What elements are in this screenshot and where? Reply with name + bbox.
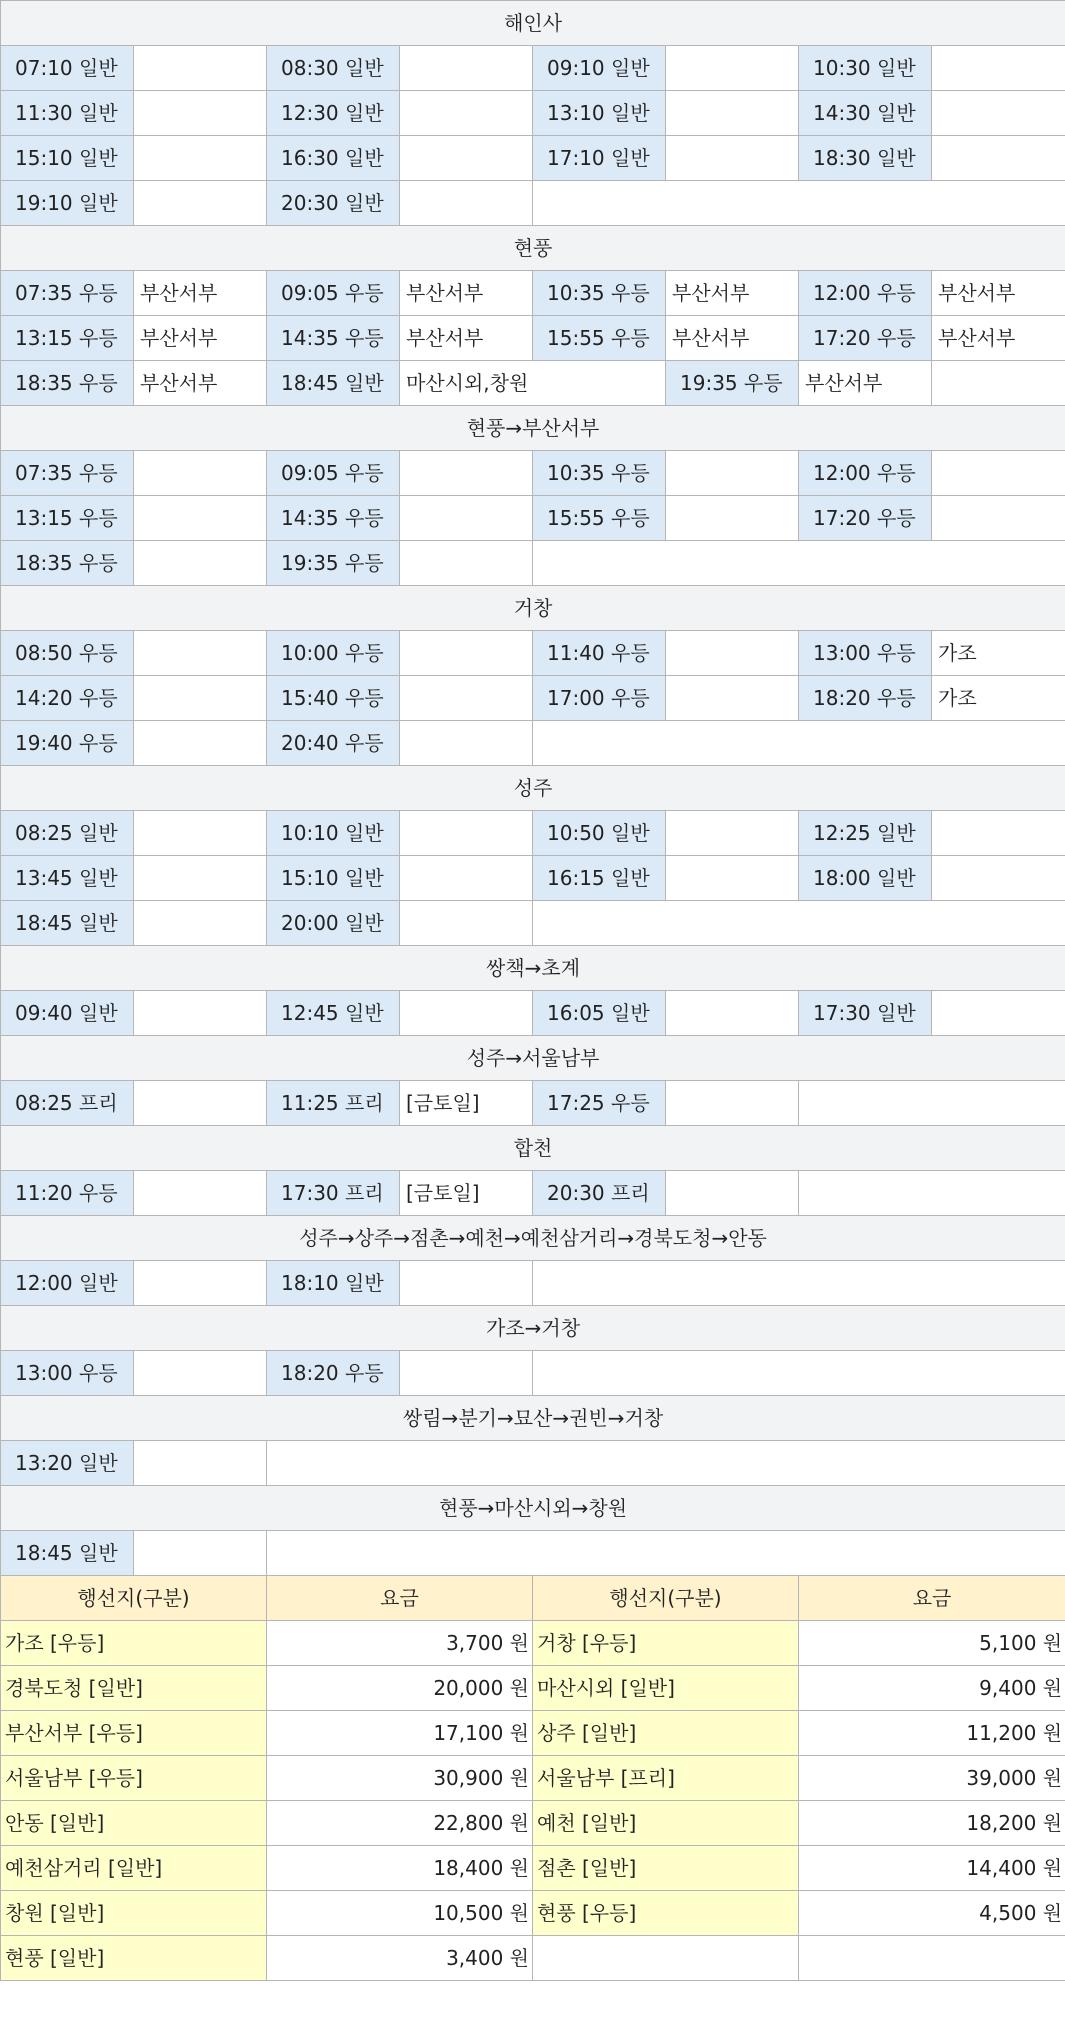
departure-time: 14:30 일반 — [799, 91, 932, 136]
fare-row — [1, 1891, 1065, 1936]
departure-time: 18:20 우등 — [799, 676, 932, 721]
fare-amount: 14,400 원 — [799, 1846, 1065, 1891]
departure-row — [1, 1261, 1065, 1306]
departure-time: 20:00 일반 — [267, 901, 400, 946]
fare-destination: 현풍 [우등] — [533, 1891, 799, 1936]
departure-note — [932, 451, 1065, 496]
departure-row — [1, 811, 1065, 856]
departure-time: 19:35 우등 — [666, 361, 799, 406]
fare-row — [1, 1756, 1065, 1801]
departure-time: 11:40 우등 — [533, 631, 666, 676]
route-title: 성주→상주→점촌→예천→예천삼거리→경북도청→안동 — [1, 1216, 1065, 1261]
fare-destination: 상주 [일반] — [533, 1711, 799, 1756]
route-title: 성주 — [1, 766, 1065, 811]
route-title: 현풍→부산서부 — [1, 406, 1065, 451]
departure-note — [400, 91, 533, 136]
departure-note — [932, 811, 1065, 856]
departure-time: 17:00 우등 — [533, 676, 666, 721]
departure-note — [400, 496, 533, 541]
departure-time: 08:50 우등 — [1, 631, 134, 676]
departure-time: 17:20 우등 — [799, 496, 932, 541]
departure-time: 18:35 우등 — [1, 361, 134, 406]
route-title: 합천 — [1, 1126, 1065, 1171]
departure-note — [134, 91, 267, 136]
fare-destination: 창원 [일반] — [1, 1891, 267, 1936]
departure-note — [400, 541, 533, 586]
fare-header-row — [1, 1576, 1065, 1621]
departure-time: 17:30 프리 — [267, 1171, 400, 1216]
departure-note — [666, 676, 799, 721]
departure-note: 부산서부 — [932, 271, 1065, 316]
departure-note — [134, 901, 267, 946]
fare-row — [1, 1621, 1065, 1666]
departure-time: 07:35 우등 — [1, 271, 134, 316]
departure-note — [400, 721, 533, 766]
departure-time: 11:20 우등 — [1, 1171, 134, 1216]
departure-time: 12:00 우등 — [799, 451, 932, 496]
departure-row — [1, 91, 1065, 136]
fare-amount: 18,200 원 — [799, 1801, 1065, 1846]
departure-time: 13:45 일반 — [1, 856, 134, 901]
fare-amount: 9,400 원 — [799, 1666, 1065, 1711]
empty-cell — [799, 1171, 1065, 1216]
fare-amount: 17,100 원 — [267, 1711, 533, 1756]
departure-time: 15:10 일반 — [267, 856, 400, 901]
departure-time: 13:20 일반 — [1, 1441, 134, 1486]
departure-time: 07:35 우등 — [1, 451, 134, 496]
fare-amount: 3,400 원 — [267, 1936, 533, 1981]
departure-time: 12:25 일반 — [799, 811, 932, 856]
route-title: 해인사 — [1, 1, 1065, 46]
departure-note — [400, 451, 533, 496]
departure-note — [932, 856, 1065, 901]
departure-time: 10:35 우등 — [533, 271, 666, 316]
departure-note — [400, 1351, 533, 1396]
departure-note — [134, 1171, 267, 1216]
departure-time: 18:30 일반 — [799, 136, 932, 181]
departure-time: 15:10 일반 — [1, 136, 134, 181]
fare-destination: 예천 [일반] — [533, 1801, 799, 1846]
departure-row — [1, 631, 1065, 676]
departure-note — [666, 1081, 799, 1126]
empty-cell — [267, 1441, 1065, 1486]
departure-note: [금토일] — [400, 1081, 533, 1126]
departure-time: 16:05 일반 — [533, 991, 666, 1036]
departure-row — [1, 46, 1065, 91]
fare-destination: 부산서부 [우등] — [1, 1711, 267, 1756]
fare-row — [1, 1711, 1065, 1756]
departure-note: 가조 — [932, 631, 1065, 676]
fare-amount: 3,700 원 — [267, 1621, 533, 1666]
departure-time: 19:10 일반 — [1, 181, 134, 226]
fare-header-fare: 요금 — [267, 1576, 533, 1621]
departure-time: 18:00 일반 — [799, 856, 932, 901]
departure-note: 부산서부 — [134, 361, 267, 406]
departure-time: 07:10 일반 — [1, 46, 134, 91]
route-title: 가조→거창 — [1, 1306, 1065, 1351]
fare-destination: 거창 [우등] — [533, 1621, 799, 1666]
fare-header-destination: 행선지(구분) — [1, 1576, 267, 1621]
fare-row — [1, 1801, 1065, 1846]
departure-time: 12:00 일반 — [1, 1261, 134, 1306]
departure-note — [134, 1351, 267, 1396]
fare-destination: 서울남부 [프리] — [533, 1756, 799, 1801]
departure-time: 16:15 일반 — [533, 856, 666, 901]
departure-note — [400, 811, 533, 856]
departure-note: 부산서부 — [400, 316, 533, 361]
departure-time: 18:10 일반 — [267, 1261, 400, 1306]
fare-amount: 10,500 원 — [267, 1891, 533, 1936]
fare-destination: 마산시외 [일반] — [533, 1666, 799, 1711]
departure-note — [666, 46, 799, 91]
departure-note — [134, 136, 267, 181]
departure-time: 18:20 우등 — [267, 1351, 400, 1396]
departure-note — [400, 631, 533, 676]
fare-destination: 서울남부 [우등] — [1, 1756, 267, 1801]
empty-cell — [533, 901, 1065, 946]
departure-note — [666, 856, 799, 901]
departure-time: 18:45 일반 — [1, 901, 134, 946]
departure-note — [932, 496, 1065, 541]
departure-note — [134, 1261, 267, 1306]
departure-time: 14:20 우등 — [1, 676, 134, 721]
route-title: 현풍→마산시외→창원 — [1, 1486, 1065, 1531]
departure-row — [1, 1171, 1065, 1216]
route-title: 쌍책→초계 — [1, 946, 1065, 991]
departure-time: 17:30 일반 — [799, 991, 932, 1036]
departure-row — [1, 1351, 1065, 1396]
departure-time: 19:40 우등 — [1, 721, 134, 766]
departure-time: 12:00 우등 — [799, 271, 932, 316]
empty-cell — [267, 1531, 1065, 1576]
departure-time: 18:45 일반 — [267, 361, 400, 406]
departure-time: 08:25 프리 — [1, 1081, 134, 1126]
departure-time: 13:10 일반 — [533, 91, 666, 136]
departure-row — [1, 316, 1065, 361]
departure-time: 10:50 일반 — [533, 811, 666, 856]
departure-time: 08:30 일반 — [267, 46, 400, 91]
empty-cell — [799, 1081, 1065, 1126]
departure-time: 12:30 일반 — [267, 91, 400, 136]
departure-row — [1, 856, 1065, 901]
departure-time: 14:35 우등 — [267, 496, 400, 541]
departure-row — [1, 271, 1065, 316]
fare-amount: 39,000 원 — [799, 1756, 1065, 1801]
departure-time: 10:35 우등 — [533, 451, 666, 496]
fare-destination: 경북도청 [일반] — [1, 1666, 267, 1711]
departure-time: 17:25 우등 — [533, 1081, 666, 1126]
departure-row — [1, 136, 1065, 181]
fare-amount: 4,500 원 — [799, 1891, 1065, 1936]
fare-amount: 22,800 원 — [267, 1801, 533, 1846]
route-header-row — [1, 1036, 1065, 1081]
departure-note — [666, 1171, 799, 1216]
departure-note: 부산서부 — [134, 316, 267, 361]
departure-note — [400, 46, 533, 91]
route-title: 현풍 — [1, 226, 1065, 271]
empty-cell — [533, 721, 1065, 766]
fare-header-destination: 행선지(구분) — [533, 1576, 799, 1621]
departure-note — [134, 676, 267, 721]
departure-note — [400, 1261, 533, 1306]
departure-note — [134, 1441, 267, 1486]
fare-amount — [799, 1936, 1065, 1981]
departure-time: 09:05 우등 — [267, 271, 400, 316]
fare-amount: 5,100 원 — [799, 1621, 1065, 1666]
departure-time: 17:20 우등 — [799, 316, 932, 361]
departure-row — [1, 496, 1065, 541]
fare-destination: 안동 [일반] — [1, 1801, 267, 1846]
departure-row — [1, 901, 1065, 946]
fare-destination: 예천삼거리 [일반] — [1, 1846, 267, 1891]
departure-note — [666, 991, 799, 1036]
departure-time: 08:25 일반 — [1, 811, 134, 856]
departure-time: 10:30 일반 — [799, 46, 932, 91]
departure-time: 18:35 우등 — [1, 541, 134, 586]
departure-time: 15:55 우등 — [533, 316, 666, 361]
route-header-row — [1, 946, 1065, 991]
departure-note — [400, 856, 533, 901]
fare-row — [1, 1666, 1065, 1711]
departure-note — [134, 1531, 267, 1576]
empty-cell — [533, 181, 1065, 226]
fare-destination — [533, 1936, 799, 1981]
departure-note — [666, 496, 799, 541]
departure-note — [134, 631, 267, 676]
departure-note — [134, 991, 267, 1036]
departure-note — [134, 181, 267, 226]
route-header-row — [1, 406, 1065, 451]
departure-note: 부산서부 — [932, 316, 1065, 361]
departure-row — [1, 1531, 1065, 1576]
departure-note — [134, 541, 267, 586]
fare-destination: 현풍 [일반] — [1, 1936, 267, 1981]
route-header-row — [1, 1396, 1065, 1441]
departure-time: 19:35 우등 — [267, 541, 400, 586]
departure-note: [금토일] — [400, 1171, 533, 1216]
fare-destination: 점촌 [일반] — [533, 1846, 799, 1891]
departure-time: 12:45 일반 — [267, 991, 400, 1036]
departure-row — [1, 181, 1065, 226]
departure-note — [666, 136, 799, 181]
departure-row — [1, 991, 1065, 1036]
departure-note — [134, 856, 267, 901]
departure-note — [932, 91, 1065, 136]
route-title: 성주→서울남부 — [1, 1036, 1065, 1081]
departure-note: 부산서부 — [799, 361, 932, 406]
departure-note — [666, 91, 799, 136]
departure-note — [400, 181, 533, 226]
departure-note — [134, 721, 267, 766]
departure-note: 부산서부 — [134, 271, 267, 316]
route-header-row — [1, 766, 1065, 811]
departure-note — [400, 676, 533, 721]
departure-time: 20:30 프리 — [533, 1171, 666, 1216]
fare-amount: 18,400 원 — [267, 1846, 533, 1891]
fare-amount: 11,200 원 — [799, 1711, 1065, 1756]
departure-note — [932, 991, 1065, 1036]
departure-note — [400, 136, 533, 181]
departure-note — [134, 811, 267, 856]
route-title: 쌍림→분기→묘산→권빈→거창 — [1, 1396, 1065, 1441]
departure-time: 13:00 우등 — [799, 631, 932, 676]
route-header-row — [1, 1306, 1065, 1351]
fare-row — [1, 1846, 1065, 1891]
departure-time: 17:10 일반 — [533, 136, 666, 181]
departure-row — [1, 1441, 1065, 1486]
departure-time: 09:05 우등 — [267, 451, 400, 496]
departure-time: 09:40 일반 — [1, 991, 134, 1036]
departure-note: 마산시외,창원 — [400, 361, 666, 406]
fare-row — [1, 1936, 1065, 1981]
departure-time: 16:30 일반 — [267, 136, 400, 181]
departure-note — [666, 811, 799, 856]
empty-cell — [533, 1261, 1065, 1306]
departure-note — [666, 451, 799, 496]
departure-row — [1, 1081, 1065, 1126]
departure-time: 15:55 우등 — [533, 496, 666, 541]
departure-time: 15:40 우등 — [267, 676, 400, 721]
departure-note: 부산서부 — [400, 271, 533, 316]
departure-note: 가조 — [932, 676, 1065, 721]
route-header-row — [1, 586, 1065, 631]
empty-cell — [932, 361, 1065, 406]
departure-time: 18:45 일반 — [1, 1531, 134, 1576]
departure-note — [666, 631, 799, 676]
empty-cell — [533, 1351, 1065, 1396]
departure-time: 11:25 프리 — [267, 1081, 400, 1126]
route-header-row — [1, 1216, 1065, 1261]
departure-time: 09:10 일반 — [533, 46, 666, 91]
departure-row — [1, 721, 1065, 766]
departure-note — [400, 901, 533, 946]
departure-note — [932, 136, 1065, 181]
fare-amount: 30,900 원 — [267, 1756, 533, 1801]
departure-time: 10:10 일반 — [267, 811, 400, 856]
departure-note — [134, 46, 267, 91]
fare-header-fare: 요금 — [799, 1576, 1065, 1621]
route-header-row — [1, 1126, 1065, 1171]
departure-row — [1, 541, 1065, 586]
departure-time: 13:15 우등 — [1, 496, 134, 541]
departure-time: 13:15 우등 — [1, 316, 134, 361]
departure-note — [134, 496, 267, 541]
departure-note: 부산서부 — [666, 271, 799, 316]
departure-row — [1, 676, 1065, 721]
route-header-row — [1, 1, 1065, 46]
departure-note: 부산서부 — [666, 316, 799, 361]
departure-time: 14:35 우등 — [267, 316, 400, 361]
departure-row — [1, 451, 1065, 496]
departure-note — [134, 1081, 267, 1126]
departure-note — [134, 451, 267, 496]
route-title: 거창 — [1, 586, 1065, 631]
route-header-row — [1, 226, 1065, 271]
empty-cell — [533, 541, 1065, 586]
departure-row — [1, 361, 1065, 406]
route-header-row — [1, 1486, 1065, 1531]
departure-time: 10:00 우등 — [267, 631, 400, 676]
departure-note — [932, 46, 1065, 91]
departure-time: 13:00 우등 — [1, 1351, 134, 1396]
departure-time: 11:30 일반 — [1, 91, 134, 136]
departure-time: 20:40 우등 — [267, 721, 400, 766]
fare-destination: 가조 [우등] — [1, 1621, 267, 1666]
fare-amount: 20,000 원 — [267, 1666, 533, 1711]
departure-note — [400, 991, 533, 1036]
departure-time: 20:30 일반 — [267, 181, 400, 226]
